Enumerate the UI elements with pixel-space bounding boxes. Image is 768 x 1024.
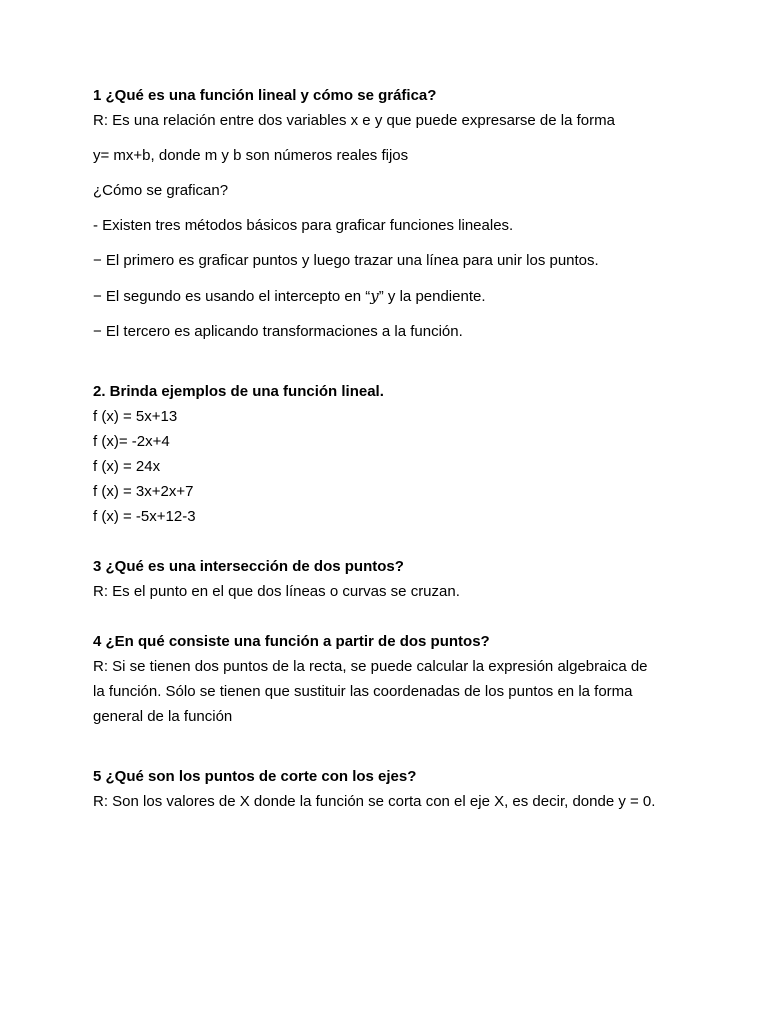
question-1-methods-intro: - Existen tres métodos básicos para graficar funciones lineales.: [93, 217, 514, 234]
question-3-section: [93, 554, 693, 604]
question-4-title: 4 ¿En qué consiste una función a partir de dos puntos?: [93, 633, 490, 650]
question-1-method-1: − El primero es graficar puntos y luego trazar una línea para unir los puntos.: [93, 252, 599, 269]
question-5-answer: R: Son los valores de X donde la función se corta con el eje X, es decir, donde y = 0.: [93, 793, 656, 810]
question-3-title: 3 ¿Qué es una intersección de dos puntos?: [93, 558, 404, 575]
method-2-prefix: − El segundo es usando el intercepto en “: [93, 288, 371, 305]
example-item: f (x) = 24x: [93, 458, 161, 475]
method-2-suffix: ” y la pendiente.: [378, 288, 486, 305]
question-4-section: [93, 629, 693, 729]
example-item: f (x) = 3x+2x+7: [93, 483, 194, 500]
question-1-section: [93, 83, 693, 344]
example-item: f (x) = -5x+12-3: [93, 508, 196, 525]
question-1-method-3: − El tercero es aplicando transformaciones a la función.: [93, 323, 463, 340]
question-2-section: [93, 379, 693, 529]
question-2-title: 2. Brinda ejemplos de una función lineal.: [93, 383, 384, 400]
example-item: f (x)= -2x+4: [93, 433, 170, 450]
method-2-variable: 𝑦: [370, 287, 379, 305]
example-item: f (x) = 5x+13: [93, 408, 178, 425]
question-4-answer-line: R: Si se tienen dos puntos de la recta, se puede calcular la expresión algebraica de: [93, 658, 648, 675]
question-1-formula: y= mx+b, donde m y b son números reales fijos: [93, 147, 409, 164]
question-1-answer: R: Es una relación entre dos variables x e y que puede expresarse de la forma: [93, 112, 615, 129]
question-1-method-2: [93, 284, 693, 309]
question-1-title: 1 ¿Qué es una función lineal y cómo se gráfica?: [93, 87, 437, 104]
question-4-answer-line: general de la función: [93, 708, 233, 725]
question-1-how-title: ¿Cómo se grafican?: [93, 182, 229, 199]
question-5-title: 5 ¿Qué son los puntos de corte con los ejes?: [93, 768, 417, 785]
question-3-answer: R: Es el punto en el que dos líneas o curvas se cruzan.: [93, 583, 460, 600]
question-4-answer-line: la función. Sólo se tienen que sustituir las coordenadas de los puntos en la forma: [93, 683, 633, 700]
document-page: [93, 83, 693, 814]
question-5-section: [93, 764, 693, 814]
